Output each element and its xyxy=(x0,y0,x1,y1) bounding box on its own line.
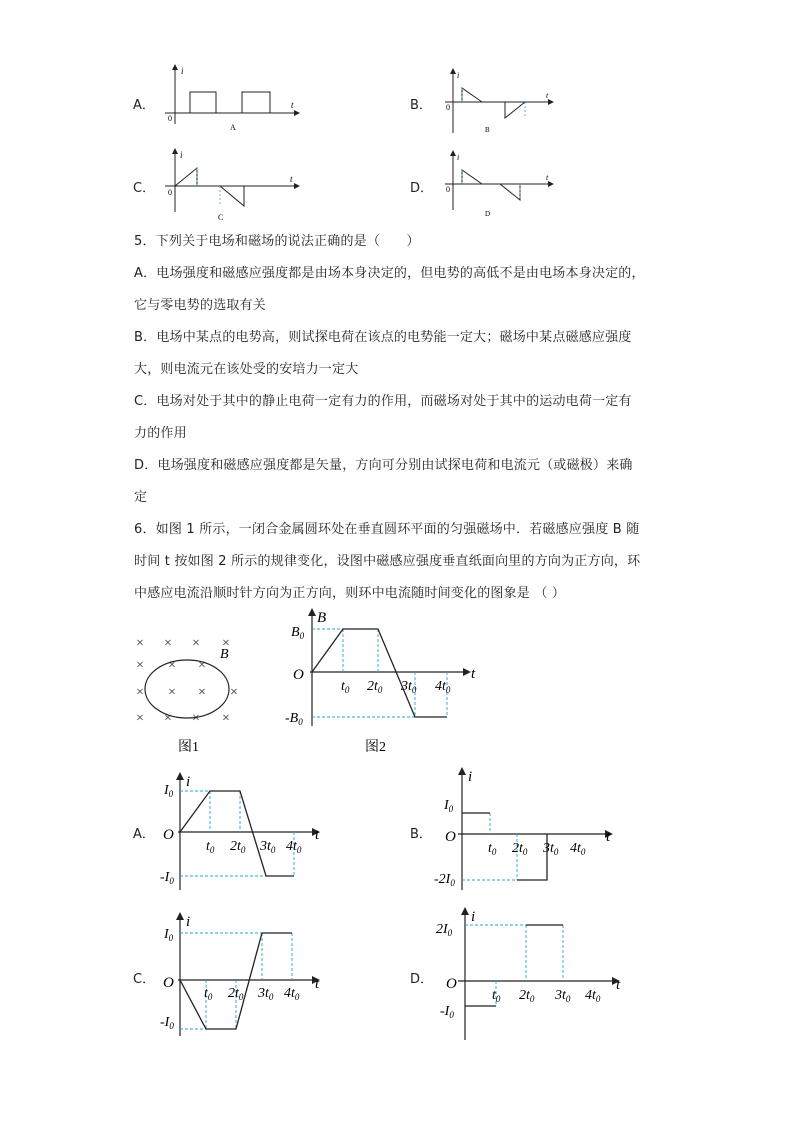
q6a-t-axis: t xyxy=(315,827,320,843)
q4-graph-b xyxy=(440,68,555,138)
q4b-caption: B xyxy=(485,126,490,134)
fig1-caption: 图1 xyxy=(178,740,199,755)
q6d-tick-4t0: $4t_0$ xyxy=(585,988,601,1004)
fig2-tick-3t0: $3t_0$ xyxy=(401,679,417,695)
q4a-origin: 0 xyxy=(168,114,172,123)
q5-option-c-cont: 力的作用 xyxy=(134,426,187,441)
q6a-tick-4t0: $4t_0$ xyxy=(286,839,302,855)
q6c-tick-t0: $t_0$ xyxy=(204,986,213,1002)
figure-2 xyxy=(285,606,485,756)
field-cross-6: × xyxy=(198,658,206,673)
fig2-origin: O xyxy=(293,667,304,683)
fig2-tick-4t0: $4t_0$ xyxy=(435,679,451,695)
q5-option-a-cont: 它与零电势的选取有关 xyxy=(134,298,267,313)
q4-graph-c xyxy=(160,148,300,228)
q4b-i-label: i xyxy=(457,71,460,80)
question-5 xyxy=(134,226,674,610)
q6b-tick-2t0: $2t_0$ xyxy=(512,841,528,857)
q6c-t-axis: t xyxy=(315,976,320,992)
q4d-origin: 0 xyxy=(446,185,450,194)
q6d-top-label: $2I_0$ xyxy=(436,922,453,938)
q6a-tick-t0: $t_0$ xyxy=(206,839,215,855)
q6b-tick-t0: $t_0$ xyxy=(488,841,497,857)
q6c-top-label: $I_0$ xyxy=(164,927,174,943)
figure-1 xyxy=(128,628,248,758)
q4c-i-label: i xyxy=(180,150,183,160)
fig2-b-axis: B xyxy=(317,610,327,626)
q5-option-a[interactable]: A．电场强度和磁感应强度都是由场本身决定的，但电势的高低不是由电场本身决定的， xyxy=(134,266,645,281)
q6c-tick-2t0: $2t_0$ xyxy=(228,986,244,1002)
q6b-origin: O xyxy=(445,829,456,845)
q6b-top-label: $I_0$ xyxy=(444,798,454,814)
q6a-bottom-label: $-I_0$ xyxy=(160,870,174,886)
q6-option-b-label[interactable]: B． xyxy=(410,827,432,842)
q6b-t-axis: t xyxy=(606,829,611,845)
q6a-i-axis: i xyxy=(186,774,191,790)
q4a-t-label: t xyxy=(291,100,294,110)
q6-line-3: 中感应电流沿顺时针方向为正方向，则环中电流随时间变化的图象是 （ ） xyxy=(134,586,566,601)
fig2-caption: 图2 xyxy=(365,740,386,755)
q6c-tick-3t0: $3t_0$ xyxy=(258,986,274,1002)
q6c-tick-4t0: $4t_0$ xyxy=(284,986,300,1002)
fig2-b0-label: $B_0$ xyxy=(291,625,305,641)
field-cross-5: × xyxy=(168,658,176,673)
q4d-t-label: t xyxy=(546,173,549,182)
q4d-caption: D xyxy=(485,210,491,218)
q4-option-a-label[interactable]: A． xyxy=(133,98,155,113)
q4c-origin: 0 xyxy=(168,188,172,197)
field-cross-14: × xyxy=(222,711,230,726)
q4-option-c-label[interactable]: C． xyxy=(133,181,156,196)
fig2-t-axis: t xyxy=(471,666,476,682)
q4-option-d-label[interactable]: D． xyxy=(410,181,434,196)
field-cross-8: × xyxy=(168,685,176,700)
q6c-bottom-label: $-I_0$ xyxy=(160,1015,174,1031)
q6b-tick-3t0: $3t_0$ xyxy=(543,841,559,857)
q6-graph-d xyxy=(436,905,630,1045)
q5-stem: 5．下列关于电场和磁场的说法正确的是（ ） xyxy=(134,234,420,249)
q5-option-c[interactable]: C．电场对处于其中的静止电荷一定有力的作用，而磁场对处于其中的运动电荷一定有 xyxy=(134,394,632,409)
field-cross-11: × xyxy=(136,711,144,726)
q6-graph-c xyxy=(160,910,330,1040)
q6d-tick-t0: $t_0$ xyxy=(492,988,501,1004)
q4b-origin: 0 xyxy=(446,103,450,112)
q4a-caption: A xyxy=(230,123,236,132)
q5-option-b-cont: 大，则电流元在该处受的安培力一定大 xyxy=(134,362,359,377)
q6b-i-axis: i xyxy=(468,769,473,785)
field-cross-9: × xyxy=(198,685,206,700)
q4c-caption: C xyxy=(218,213,224,222)
q4d-i-label: i xyxy=(457,153,460,162)
field-cross-10: × xyxy=(230,685,238,700)
q6d-tick-3t0: $3t_0$ xyxy=(555,988,571,1004)
q6-line-2: 时间 t 按如图 2 所示的规律变化，设图中磁感应强度垂直纸面向里的方向为正方向，环 xyxy=(134,554,641,569)
q6d-origin: O xyxy=(446,976,457,992)
q5-option-b[interactable]: B．电场中某点的电势高，则试探电荷在该点的电势能一定大；磁场中某点磁感应强度 xyxy=(134,330,632,345)
field-cross-12: × xyxy=(164,711,172,726)
q5-option-d-cont: 定 xyxy=(134,490,148,505)
field-cross-0: × xyxy=(136,636,144,651)
fig2-negb0-label: $-B_0$ xyxy=(285,711,303,727)
q6a-origin: O xyxy=(163,827,174,843)
field-cross-3: × xyxy=(222,636,230,651)
fig2-tick-2t0: $2t_0$ xyxy=(367,679,383,695)
fig2-tick-t0: $t_0$ xyxy=(341,679,350,695)
q6c-origin: O xyxy=(163,975,174,991)
q6-line-1: 6．如图 1 所示，一闭合金属圆环处在垂直圆环平面的匀强磁场中．若磁感应强度 B 随 xyxy=(134,522,640,537)
q6d-tick-2t0: $2t_0$ xyxy=(519,988,535,1004)
q6a-tick-2t0: $2t_0$ xyxy=(230,839,246,855)
fig1-b-label: B xyxy=(220,647,229,662)
q6-option-a-label[interactable]: A． xyxy=(133,827,155,842)
q6-graph-b xyxy=(434,765,620,895)
q6-option-d-label[interactable]: D． xyxy=(410,972,434,987)
field-cross-2: × xyxy=(192,636,200,651)
q6b-tick-4t0: $4t_0$ xyxy=(570,841,586,857)
q4-graph-d xyxy=(440,150,555,222)
q6c-i-axis: i xyxy=(186,914,191,930)
field-cross-1: × xyxy=(164,636,172,651)
q5-option-d[interactable]: D．电场强度和磁感应强度都是矢量，方向可分别由试探电荷和电流元（或磁极）来确 xyxy=(134,458,633,473)
q4a-i-label: i xyxy=(181,66,184,76)
field-cross-13: × xyxy=(192,711,200,726)
q4c-t-label: t xyxy=(290,174,293,184)
q4b-t-label: t xyxy=(546,91,549,100)
field-cross-7: × xyxy=(136,685,144,700)
q4-graph-a xyxy=(160,64,300,134)
q6a-tick-3t0: $3t_0$ xyxy=(260,839,276,855)
q6d-t-axis: t xyxy=(616,977,621,993)
q6a-top-label: $I_0$ xyxy=(164,783,174,799)
q6b-bottom-label: $-2I_0$ xyxy=(434,872,455,888)
q6d-bottom-label: $-I_0$ xyxy=(440,1004,454,1020)
q4-option-b-label[interactable]: B． xyxy=(410,98,432,113)
q6-graph-a xyxy=(160,770,330,900)
q6d-i-axis: i xyxy=(471,909,476,925)
q6-option-c-label[interactable]: C． xyxy=(133,972,156,987)
field-cross-4: × xyxy=(136,658,144,673)
